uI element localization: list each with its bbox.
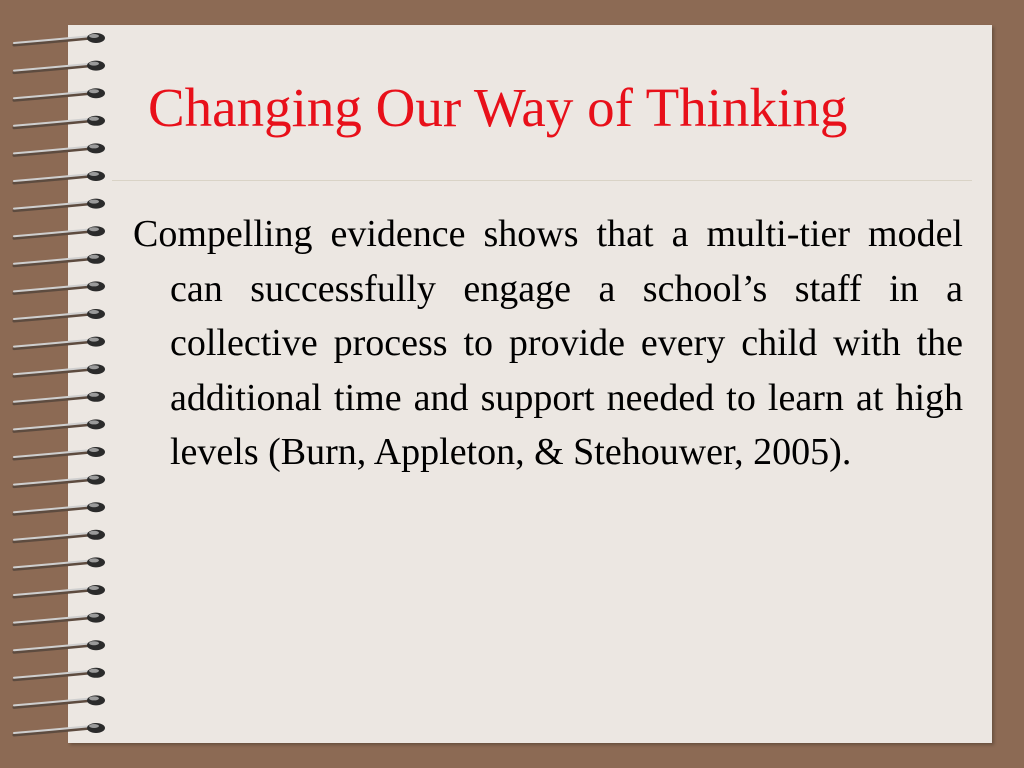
- binding-ring: [14, 419, 105, 431]
- binding-ring: [14, 475, 105, 487]
- spiral-binding-icon: [0, 0, 120, 768]
- binding-ring: [14, 281, 105, 293]
- binding-ring: [14, 447, 105, 459]
- slide-body-text: Compelling evidence shows that a multi-tier model can successfully engage a school’s staff in a collective process to provide every child with the additional time and support needed to learn at high levels (Burn, Appleton, & Stehouwer, 2005).: [133, 213, 963, 473]
- binding-ring: [14, 61, 105, 73]
- binding-ring: [14, 530, 105, 542]
- binding-ring: [14, 723, 105, 735]
- slide-title: Changing Our Way of Thinking: [148, 77, 848, 138]
- binding-ring: [14, 88, 105, 100]
- binding-ring: [14, 613, 105, 625]
- binding-ring: [14, 640, 105, 652]
- binding-ring: [14, 199, 105, 211]
- binding-ring: [14, 143, 105, 155]
- binding-ring: [14, 585, 105, 597]
- binding-ring: [14, 33, 105, 45]
- binding-ring: [14, 364, 105, 376]
- binding-ring: [14, 557, 105, 569]
- binding-ring: [14, 309, 105, 321]
- binding-ring: [14, 254, 105, 266]
- binding-ring: [14, 668, 105, 680]
- binding-ring: [14, 337, 105, 349]
- binding-ring: [14, 226, 105, 238]
- binding-ring: [14, 502, 105, 514]
- binding-ring: [14, 171, 105, 183]
- title-divider: [112, 180, 972, 181]
- binding-ring: [14, 695, 105, 707]
- binding-ring: [14, 392, 105, 404]
- binding-ring: [14, 116, 105, 128]
